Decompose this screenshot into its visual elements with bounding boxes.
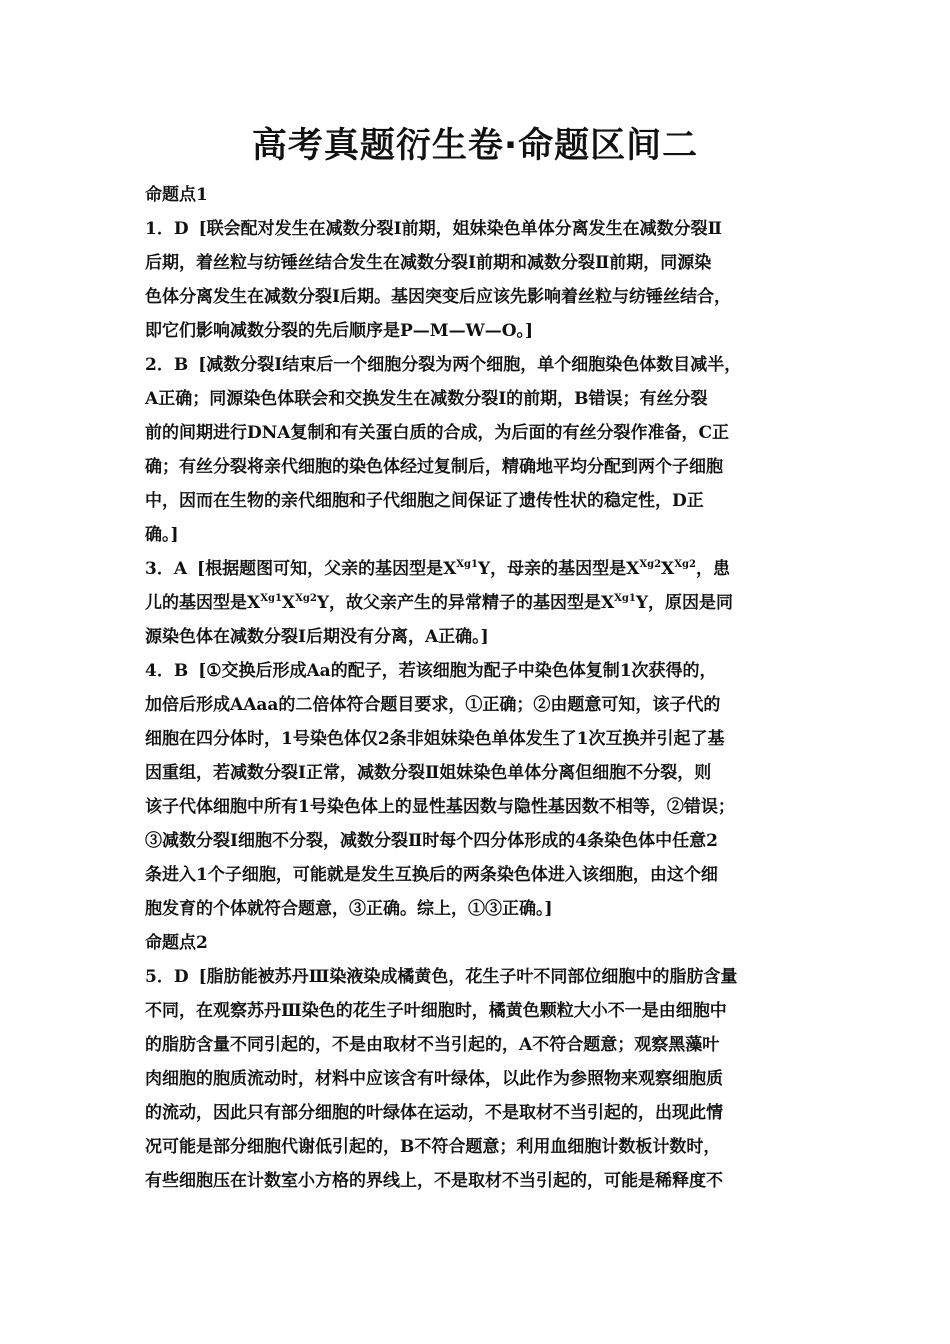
answer-item [145,212,810,348]
answer-line: 后期，着丝粒与纺锤丝结合发生在减数分裂Ⅰ前期和减数分裂Ⅱ前期，同源染 [145,253,712,273]
answer-line: 色体分离发生在减数分裂Ⅰ后期。基因突变后应该先影响着丝粒与纺锤丝结合， [145,287,731,307]
answer-line: 有些细胞压在计数室小方格的界线上，不是取材不当引起的，可能是稀释度不 [145,1171,723,1191]
answer-line: 胞发育的个体就符合题意，③正确。综上，①③正确。] [145,899,553,919]
answer-line: 前的间期进行DNA复制和有关蛋白质的合成，为后面的有丝分裂作准备，C正 [145,423,730,443]
answer-line: 确。] [145,525,179,545]
answer-text: Y，故父亲产生的异常精子的基因型是X [316,593,615,613]
answer-text: ，患 [695,559,730,579]
answer-line: 因重组，若减数分裂Ⅰ正常，减数分裂Ⅱ姐妹染色单体分离但细胞不分裂，则 [145,763,712,783]
answer-text: Y，母亲的基因型是X [477,559,640,579]
superscript: Xg1 [456,559,478,570]
answer-item [145,960,810,1198]
answer-text: X [281,593,296,613]
answer-line: 即它们影响减数分裂的先后顺序是P—M—W—O。] [145,321,534,341]
answer-line: 的脂肪含量不同引起的，不是由取材不当引起的，A不符合题意；观察黑藻叶 [145,1035,720,1055]
answer-line: A正确；同源染色体联会和交换发生在减数分裂Ⅰ的前期，B错误；有丝分裂 [145,389,708,409]
answer-label: 3．A [145,559,188,579]
superscript: Xg2 [295,593,317,604]
answer-line: 肉细胞的胞质流动时，材料中应该含有叶绿体，以此作为参照物来观察细胞质 [145,1069,723,1089]
answer-text: [脂肪能被苏丹Ⅲ染液染成橘黄色，花生子叶不同部位细胞中的脂肪含量 [198,967,738,987]
section-heading: 命题点1 [145,185,208,205]
answer-text: [①交换后形成Aa的配子，若该细胞为配子中染色体复制1次获得的， [198,661,717,681]
answer-line: 中，因而在生物的亲代细胞和子代细胞之间保证了遗传性状的稳定性，D正 [145,491,704,511]
superscript: Xg2 [639,559,662,570]
answer-label: 1．D [145,219,189,239]
answer-text: [联会配对发生在减数分裂Ⅰ前期，姐妹染色单体分离发生在减数分裂Ⅱ [198,219,722,239]
answer-line: 细胞在四分体时，1号染色体仅2条非姐妹染色单体发生了1次互换并引起了基 [145,729,725,749]
superscript: Xg1 [260,593,282,604]
answer-line: 该子代体细胞中所有1号染色体上的显性基因数与隐性基因数不相等，②错误； [145,797,735,817]
answer-line: 确；有丝分裂将亲代细胞的染色体经过复制后，精确地平均分配到两个子细胞 [145,457,723,477]
answer-label: 4．B [145,661,189,681]
answer-label: 2．B [145,355,189,375]
answer-text: 儿的基因型是X [145,593,261,613]
page-title: 高考真题衍生卷·命题区间二 [251,126,699,166]
answer-item [145,552,810,654]
answer-line [145,586,810,620]
superscript: Xg1 [614,593,636,604]
answer-line: ③减数分裂Ⅰ细胞不分裂，减数分裂Ⅱ时每个四分体形成的4条染色体中任意2 [145,831,718,851]
answer-line [145,212,810,246]
answer-text: [根据题图可知，父亲的基因型是X [197,559,457,579]
answer-line: 况可能是部分细胞代谢低引起的，B不符合题意；利用血细胞计数板计数时， [145,1137,721,1157]
answer-line: 加倍后形成AAaa的二倍体符合题目要求，①正确；②由题意可知，该子代的 [145,695,721,715]
answer-label: 5．D [145,967,189,987]
answer-content [145,178,810,1198]
answer-line: 不同，在观察苏丹Ⅲ染色的花生子叶细胞时，橘黄色颗粒大小不一是由细胞中 [145,1001,727,1021]
answer-text: [减数分裂Ⅰ结束后一个细胞分裂为两个细胞，单个细胞染色体数目减半， [198,355,742,375]
superscript: Xg2 [674,559,696,570]
section-heading: 命题点2 [145,933,208,953]
answer-text: Y，原因是同 [635,593,734,613]
answer-line [145,654,810,688]
answer-item [145,348,810,552]
answer-line: 条进入1个子细胞，可能就是发生互换后的两条染色体进入该细胞，由这个细 [145,865,718,885]
answer-line: 源染色体在减数分裂Ⅰ后期没有分离，A正确。] [145,627,489,647]
answer-item [145,654,810,926]
answer-line: 的流动，因此只有部分细胞的叶绿体在运动，不是取材不当引起的，出现此情 [145,1103,723,1123]
answer-line [145,348,810,382]
answer-text: X [661,559,675,579]
answer-line [145,960,810,994]
answer-line [145,552,810,586]
